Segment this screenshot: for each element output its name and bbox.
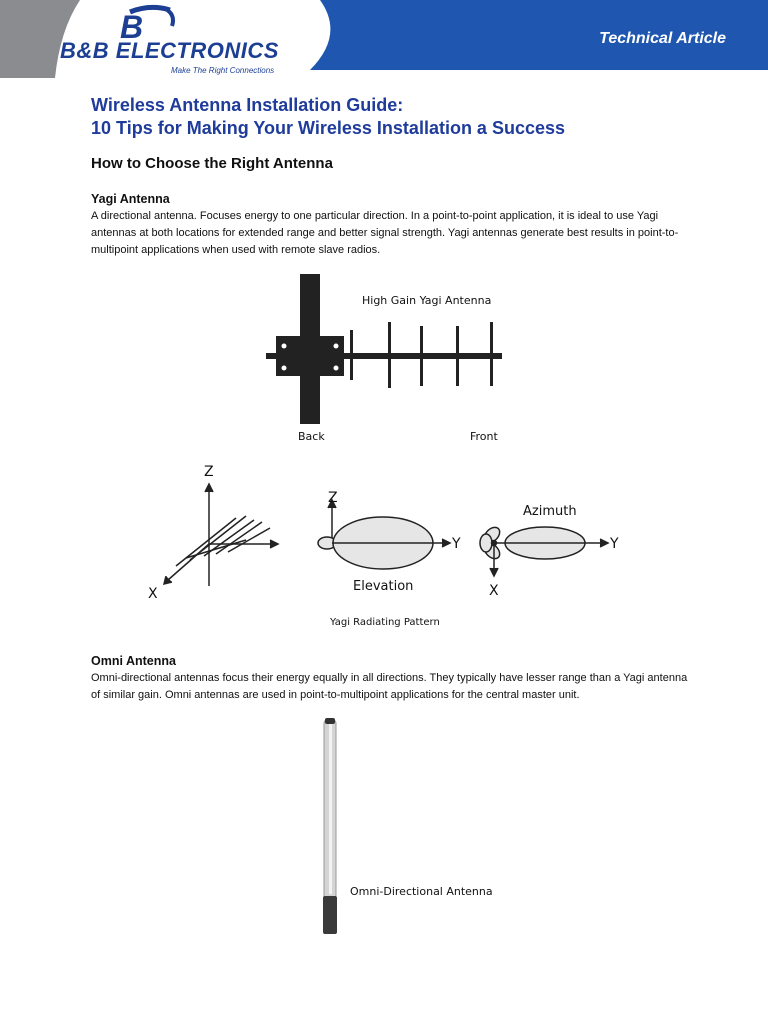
axis-y-label-azimuth: Y: [610, 536, 619, 552]
yagi-front-label: Front: [470, 430, 498, 443]
title-line-2: 10 Tips for Making Your Wireless Installation a Success: [91, 118, 566, 138]
yagi-radiating-pattern: [164, 484, 608, 586]
axis-x-label-azimuth: X: [489, 583, 499, 599]
omni-body: Omni-directional antennas focus their energy equally in all directions. They typically have lesser range than a Yagi antenna of similar gain. Omni antennas are used in point-to-multipoint applications for the central master unit.: [91, 672, 688, 701]
axis-z-label-3d: Z: [204, 464, 214, 480]
yagi-antenna-illustration: [266, 274, 502, 443]
omni-antenna-illustration: [323, 718, 493, 934]
azimuth-label: Azimuth: [523, 504, 577, 519]
axis-z-label-elevation: Z: [328, 490, 338, 506]
article-type-label: Technical Article: [599, 30, 726, 47]
yagi-back-label: Back: [298, 430, 325, 443]
svg-text:B: B: [120, 9, 144, 45]
yagi-body: A directional antenna. Focuses energy to one particular direction. In a point-to-point application, it is ideal to use Yagi antennas at both locations for extended range and better signal strength. Yagi antennas generate best results in point-to-multipoint applications when used with remote slave radios.: [91, 210, 679, 256]
brand-tagline: Make The Right Connections: [171, 66, 275, 75]
yagi-figure-caption: High Gain Yagi Antenna: [362, 294, 492, 307]
axis-y-label-elevation: Y: [452, 536, 461, 552]
section-heading: How to Choose the Right Antenna: [91, 155, 333, 172]
axis-x-label-3d: X: [148, 586, 158, 602]
omni-heading: Omni Antenna: [91, 654, 176, 668]
omni-figure-caption: Omni-Directional Antenna: [350, 885, 493, 898]
pattern-caption: Yagi Radiating Pattern: [330, 617, 440, 628]
yagi-heading: Yagi Antenna: [91, 192, 170, 206]
elevation-label: Elevation: [353, 579, 414, 594]
title-line-1: Wireless Antenna Installation Guide:: [91, 95, 404, 115]
brand-name: B&B ELECTRONICS: [60, 38, 279, 63]
